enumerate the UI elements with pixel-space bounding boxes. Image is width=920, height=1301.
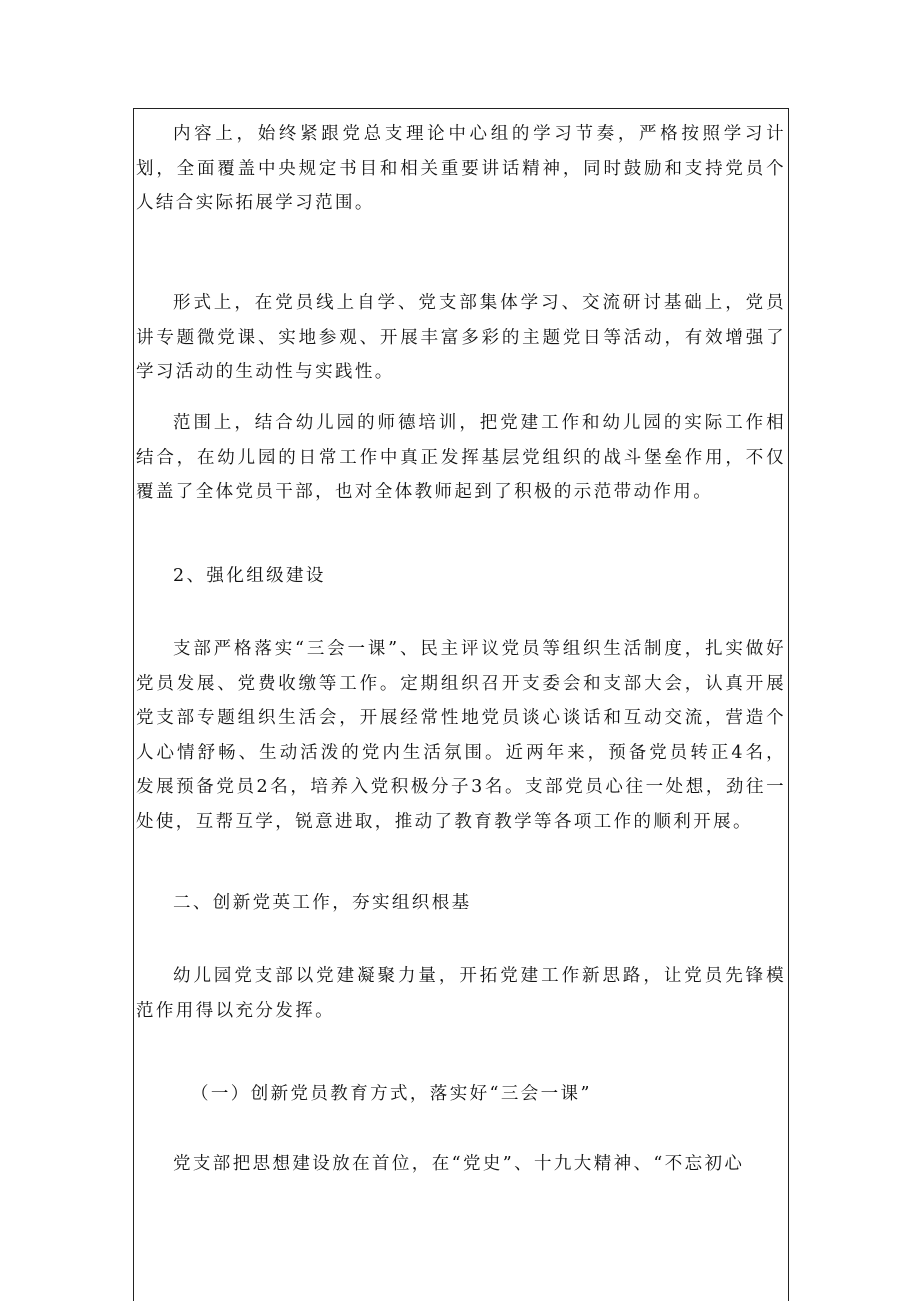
subsection-heading-education: （一）创新党员教育方式，落实好“三会一课” [191, 1084, 592, 1104]
paragraph-branch-system: 支部严格落实“三会一课”、民主评议党员等组织生活制度，扎实做好党员发展、党费收缴等工作。定期组织召开支委会和支部大会，认真开展党支部专题组织生活会，开展经常性地党员谈心谈话和互动交流，营造个人心情舒畅、生动活泼的党内生活氛围。近两年来，预备党员转正4名，发展预备党员2名，培养入党积极分子3名。支部党员心往一处想，劲往一处使，互帮互学，锐意进取，推动了教育教学等各项工作的顺利开展。 [136, 639, 786, 832]
paragraph-ideology: 党支部把思想建设放在首位，在“党史”、十九大精神、“不忘初心 [173, 1154, 745, 1174]
paragraph-content-scope: 内容上，始终紧跟党总支理论中心组的学习节奏，严格按照学习计划，全面覆盖中央规定书目和相关重要讲话精神，同时鼓励和支持党员个人结合实际拓展学习范围。 [136, 124, 786, 213]
paragraph-training-range: 范围上，结合幼儿园的师德培训，把党建工作和幼儿园的实际工作相结合，在幼儿园的日常工作中真正发挥基层党组织的战斗堡垒作用，不仅覆盖了全体党员干部，也对全体教师起到了积极的示范带动作用。 [136, 413, 786, 502]
paragraph-kindergarten-branch: 幼儿园党支部以党建凝聚力量，开拓党建工作新思路，让党员先锋模范作用得以充分发挥。 [136, 966, 786, 1021]
section-heading-innovation: 二、创新党英工作，夯实组织根基 [173, 893, 472, 913]
paragraph-learning-format: 形式上，在党员线上自学、党支部集体学习、交流研讨基础上，党员讲专题微党课、实地参观、开展丰富多彩的主题党日等活动，有效增强了学习活动的生动性与实践性。 [136, 293, 786, 382]
section-heading-organization: 2、强化组级建设 [173, 566, 326, 586]
document-table-cell [133, 108, 789, 1301]
